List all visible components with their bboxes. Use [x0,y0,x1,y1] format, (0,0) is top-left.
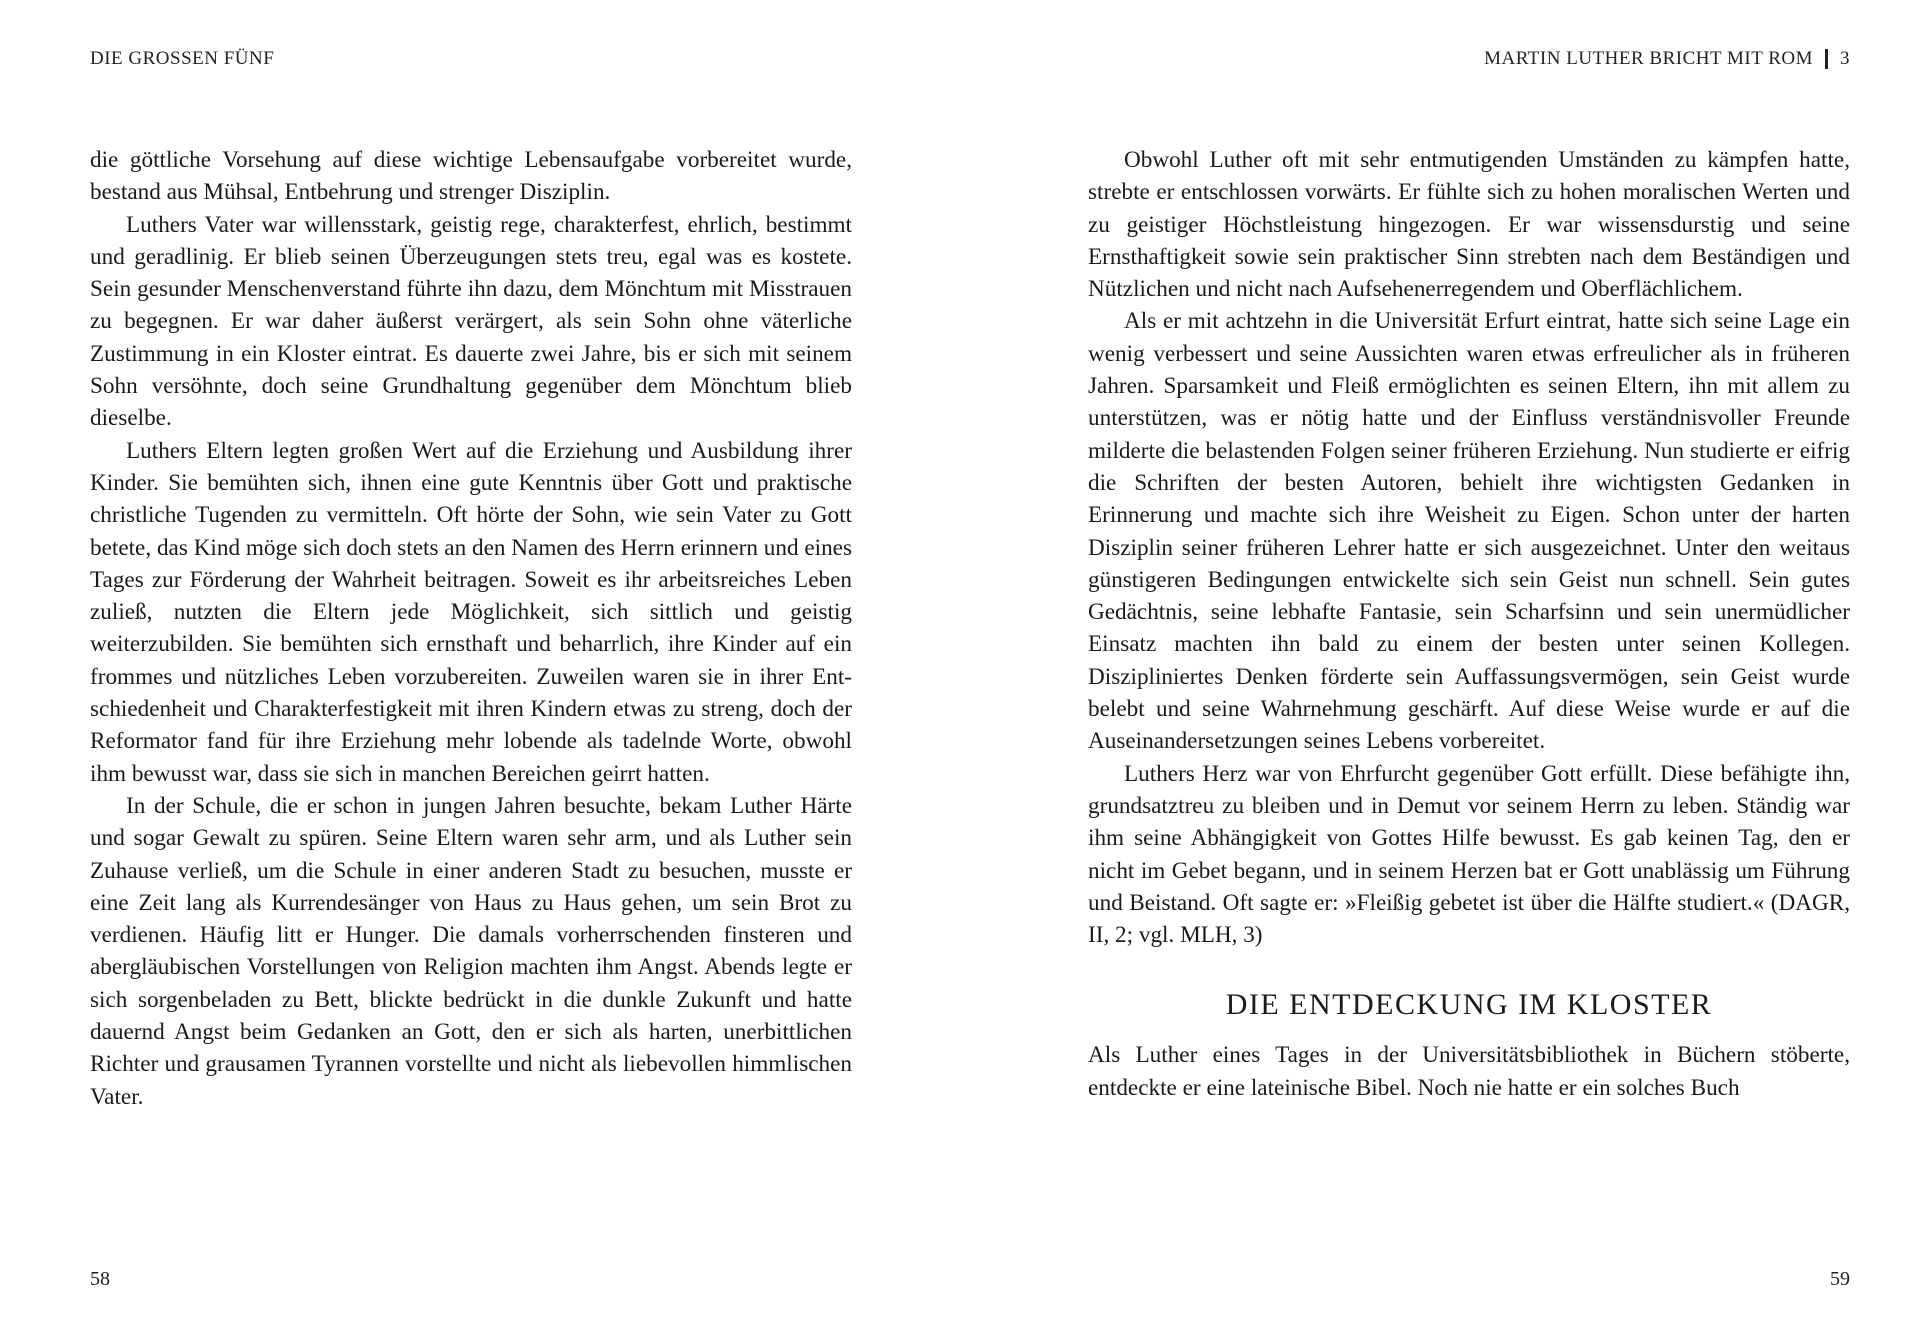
right-page [960,0,1920,1329]
page-number-right: 59 [1830,1268,1850,1290]
running-head-left: DIE GROSSEN FÜNF [90,48,275,69]
section-heading: DIE ENTDECKUNG IM KLOSTER [1225,988,1713,1022]
chapter-number: 3 [1840,48,1850,69]
paragraph: die göttliche Vorsehung auf diese wichtige Lebensaufgabe vorbereitet wurde, bestand aus Mühsal, Entbehrung und strenger Disziplin. [90,147,852,206]
paragraph: Obwohl Luther oft mit sehr entmutigenden Umständen zu kämpfen hatte, strebte er entschlossen vorwärts. Er fühlte sich zu hohen moralischen Werten und zu geistiger Höchstleistung hingezogen. Er war wissensdurstig und seine Ernsthaftigkeit sowie sein praktischer Sinn strebten nach dem Beständigen und Nützlichen und nicht nach Aufsehenerregendem und Oberflächlichem. [1088,147,1850,303]
running-head-right [1484,48,1850,70]
paragraph: Luthers Vater war willensstark, geistig rege, charakterfest, ehrlich, bestimmt und geradlinig. Er blieb seinen Überzeugungen stets treu, egal was es kostete. Sein gesunder Menschenverstand führte ihn dazu, dem Mönchtum mit Misstrauen zu begegnen. Er war daher äußerst verärgert, als sein Sohn ohne väterliche Zustimmung in ein Kloster eintrat. Es dauerte zwei Jahre, bis er sich mit seinem Sohn versöhnte, doch seine Grundhaltung gegenüber dem Mönchtum blieb dieselbe. [90,211,852,432]
right-page-body [1088,144,1850,1104]
paragraph: Als er mit achtzehn in die Universität Erfurt eintrat, hatte sich seine Lage ein wenig verbessert und seine Aussichten waren etwas erfreulicher als in früheren Jahren. Sparsamkeit und Fleiß ermöglichten es seinen Eltern, ihn mit allem zu unterstützen, was er nötig hatte und der Einfluss verständnisvoller Freunde milderte die belastenden Folgen seiner früheren Erziehung. Nun studierte er eifrig die Schriften der besten Autoren, behielt ihre wichtigsten Gedanken in Erinnerung und machte sich ihre Weisheit zu Eigen. Schon unter der harten Disziplin seiner früheren Lehrer hatte er sich ausgezeichnet. Unter den weitaus günstigeren Bedingungen entwickelte sich sein Geist nun schnell. Sein gutes Gedächtnis, seine lebhafte Fantasie, sein Scharfsinn und sein unermüdlicher Einsatz machten ihn bald zu einem der besten unter seinen Kollegen. Diszipliniertes Denken förderte sein Auffassungsvermögen, sein Geist wurde belebt und seine Wahrnehmung geschärft. Auf diese Weise wurde er auf die Auseinandersetzungen seines Lebens vorbereitet. [1088,308,1850,755]
paragraph: In der Schule, die er schon in jungen Jahren besuchte, bekam Luther Härte und sogar Gewalt zu spüren. Seine Eltern waren sehr arm, und als Luther sein Zuhause verließ, um die Schule in einer anderen Stadt zu besuchen, musste er eine Zeit lang als Kurrendesänger von Haus zu Haus gehen, um sein Brot zu verdienen. Häufig litt er Hunger. Die damals vorherrschenden finsteren und abergläubischen Vorstellungen von Religion machten ihm Angst. Abends legte er sich sorgenbeladen zu Bett, blickte bedrückt in die dunkle Zukunft und hatte dauernd Angst beim Gedanken an Gott, den er sich als harten, unerbittlichen Richter und grausamen Tyrannen vorstellte und nicht als liebevollen himmlischen Vater. [90,792,852,1110]
paragraph: Luthers Eltern legten großen Wert auf die Erziehung und Ausbildung ihrer Kinder. Sie bemühten sich, ihnen eine gute Kenntnis über Gott und praktische christliche Tugenden zu vermitteln. Oft hörte der Sohn, wie sein Vater zu Gott betete, das Kind möge sich doch stets an den Namen des Herrn erinnern und eines Tages zur Förderung der Wahrheit beitragen. Soweit es ihr arbeitsreiches Leben zuließ, nutzten die Eltern jede Möglichkeit, sich sittlich und geistig weiterzubilden. Sie bemühten sich ernsthaft und beharrlich, ihre Kinder auf ein frommes und nützliches Leben vorzubereiten. Zuweilen waren sie in ihrer Entschiedenheit und Charakterfestigkeit mit ihren Kindern etwas zu streng, doch der Reformator fand für ihre Erziehung mehr lobende als tadelnde Worte, obwohl ihm bewusst war, dass sie sich in manchen Bereichen geirrt hatten. [90,437,852,787]
left-page-body [90,144,852,1113]
paragraph: Als Luther eines Tages in der Universitätsbibliothek in Büchern stöberte, entdeckte er eine lateinische Bibel. Noch nie hatte er ein solches Buch [1088,1042,1850,1101]
chapter-title: MARTIN LUTHER BRICHT MIT ROM [1484,48,1813,69]
running-head-divider [1825,49,1828,69]
paragraph: Luthers Herz war von Ehrfurcht gegenüber Gott erfüllt. Diese befähigte ihn, grundsatztreu zu bleiben und in Demut vor seinem Herrn zu leben. Ständig war ihm seine Abhängigkeit von Gottes Hilfe bewusst. Es gab keinen Tag, den er nicht im Gebet begann, und in seinem Herzen bat er Gott unablässig um Führung und Beistand. Oft sagte er: »Fleißig gebetet ist über die Hälfte studiert.« (DAGR, II, 2; vgl. MLH, 3) [1088,760,1850,949]
page-number-left: 58 [90,1268,110,1290]
